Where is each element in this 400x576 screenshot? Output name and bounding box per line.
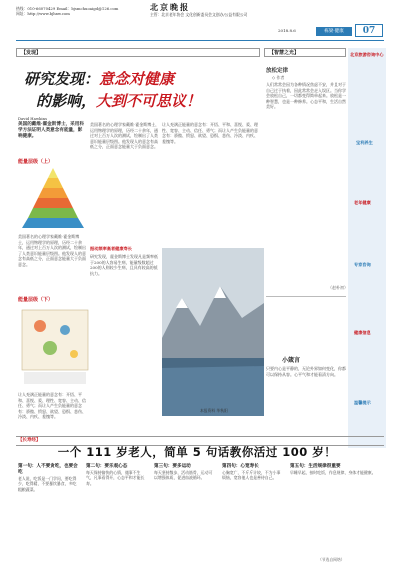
section-tag: 栋梁·健康: [316, 27, 352, 36]
article-lead: 美国的戴维·霍金斯博士，采用科学方法证明人类意念有能量，影响健康。: [18, 122, 84, 140]
issue-date: 2018.8.6: [278, 28, 296, 33]
tip-5-text: 早睡早起，按时吃饭，作息规律，身体才能健康。: [290, 470, 376, 475]
landscape-photo: [162, 248, 264, 416]
sidebar-item-1: 北京旅游咨询中心: [350, 52, 384, 57]
sidebar-item-3: 老年健康: [354, 200, 371, 205]
masthead: 北京晚报: [150, 2, 190, 12]
sub-heading-levels-lower: 能量层级（下）: [18, 297, 54, 303]
tip-col-1: [18, 464, 78, 492]
sidebar-panel: [348, 48, 386, 448]
energy-map-illustration: [20, 308, 90, 388]
article-body-col1: 美国著名的心理学家戴维·霍金斯博士，运用物理学的原理，历经二十余年，通过对上百万人次的测试，绘制出了人类意识能量层级图。他发现人的意念有高低之分，正面意念能量大于负面意念。: [18, 234, 86, 267]
header-subtitle: 主管：北京老年协会 文化创新委员会文创办/公益有限公司: [150, 12, 248, 17]
tip-col-3: [154, 464, 214, 481]
headline-part-1: 研究发现：: [24, 70, 100, 88]
sidebar-item-2: 宝利养生: [356, 140, 373, 145]
tip-3-text: 每天坚持散步，活动筋骨，运动可以增强体质，促进血液循环。: [154, 470, 213, 481]
section-header-discovery: 【发现】: [16, 48, 260, 57]
sidebar-item-5: 健康信息: [354, 330, 371, 335]
bottom-headline: 一个 111 岁老人，简单 5 句话教你活过 100 岁！: [57, 445, 337, 459]
proverb-body: 只要内心是平静的，无论外界如何变化，你都可以保持从容。心平气和才能看清方向。: [266, 366, 346, 377]
sub-heading-frequency: 振动频率高者健康寿长: [90, 246, 132, 251]
tip-col-5: [290, 464, 380, 475]
photo-caption: 本报资料 华秋阳: [200, 408, 228, 413]
bottom-section-tag: 【长寿经】: [18, 438, 41, 443]
section-header-wisdom: 【智慧之光】: [264, 48, 346, 57]
bottom-source-note: （节选自网络）: [318, 557, 345, 562]
tip-4-heading: 第四句：心宽寿长: [222, 464, 259, 469]
article-headline: [24, 68, 234, 112]
sidebar-item-4: 专家咨询: [354, 262, 371, 267]
energy-pyramid-illustration: [18, 166, 88, 230]
tip-1-text: 老人说，吃饭是一门学问，要吃得少，吃得精，不要暴饮暴食，多吃粗粮蔬菜。: [18, 476, 77, 492]
tip-col-2: [86, 464, 146, 486]
tip-2-text: 每天保持愉快的心情，遇事不生气，凡事看得开，心态平和才能长寿。: [86, 470, 145, 486]
essay-author: ◇ 作者: [272, 75, 285, 80]
column-divider: [266, 296, 346, 297]
tip-2-heading: 第二句：要乐观心态: [86, 464, 128, 469]
tip-4-text: 心胸宽广，不斤斤计较，不为小事烦恼，宽容他人也是善待自己。: [222, 470, 281, 481]
proverb-title: 小箴言: [282, 357, 301, 364]
tip-3-heading: 第三句：要多运动: [154, 464, 191, 469]
sub-heading-levels-upper: 能量层级（上）: [18, 159, 54, 165]
sidebar-item-6: 温馨提示: [354, 400, 371, 405]
headline-part-4: 大到不可思议！: [96, 92, 202, 110]
header-website: 网址：http://www.bjhxw.com: [16, 11, 70, 16]
header-hotline: 热线：010-66070429 Email：bjsmchuoaigd@126.com: [16, 6, 119, 11]
tip-5-heading: 第五句：生活规律很重要: [290, 464, 341, 469]
tip-1-heading: 第一句：人不要贪吃，也要会吃: [18, 464, 78, 475]
article-body-col2b: 研究发现，霍金斯博士发现凡是频率低于200的人容易生病，能量级数超过200的人则较少生病，且具有较高的抵抗力。: [90, 254, 158, 276]
essay-body: 人们常常会因为各种情况焦虑不安，并且对于自己过于执着，因此常常会走入误区。当你学会放松自己，一切都变得简单起来。放松是一种智慧，也是一种修养。心态平和，生活自然美好。: [266, 82, 346, 110]
page-number: 07: [355, 24, 383, 37]
header-rule: [16, 40, 384, 41]
tip-col-4: [222, 464, 282, 481]
essay-title: 放松定律: [266, 68, 289, 74]
headline-part-2: 意念对健康: [99, 70, 175, 88]
article-body-col2: 美国著名的心理学家戴维·霍金斯博士，运用物理学的原理，历经二十余年，通过对上百万人次的测试，绘制出了人类意识能量层级图。他发现人的意念有高低之分，正面意念能量大于负面意念。: [90, 122, 160, 150]
article-byline: David Hawkins: [18, 116, 48, 121]
headline-part-3: 的影响，: [36, 92, 97, 110]
header-contact: [16, 6, 146, 16]
essay-signature: （赵朴初）: [328, 285, 348, 290]
article-body-col1b: 让人充满正能量的意念有：开悟、平和、喜悦、爱、理性、宽容、主动、信任、勇气；而让人产生负能量的意念有：骄傲、愤怒、欲望、恐惧、悲伤、冷淡、内疚、羞愧等。: [18, 392, 86, 420]
article-body-col3: 让人充满正能量的意念有：开悟、平和、喜悦、爱、理性、宽容、主动、信任、勇气；而让人产生负能量的意念有：骄傲、愤怒、欲望、恐惧、悲伤、冷淡、内疚、羞愧等。: [162, 122, 258, 144]
